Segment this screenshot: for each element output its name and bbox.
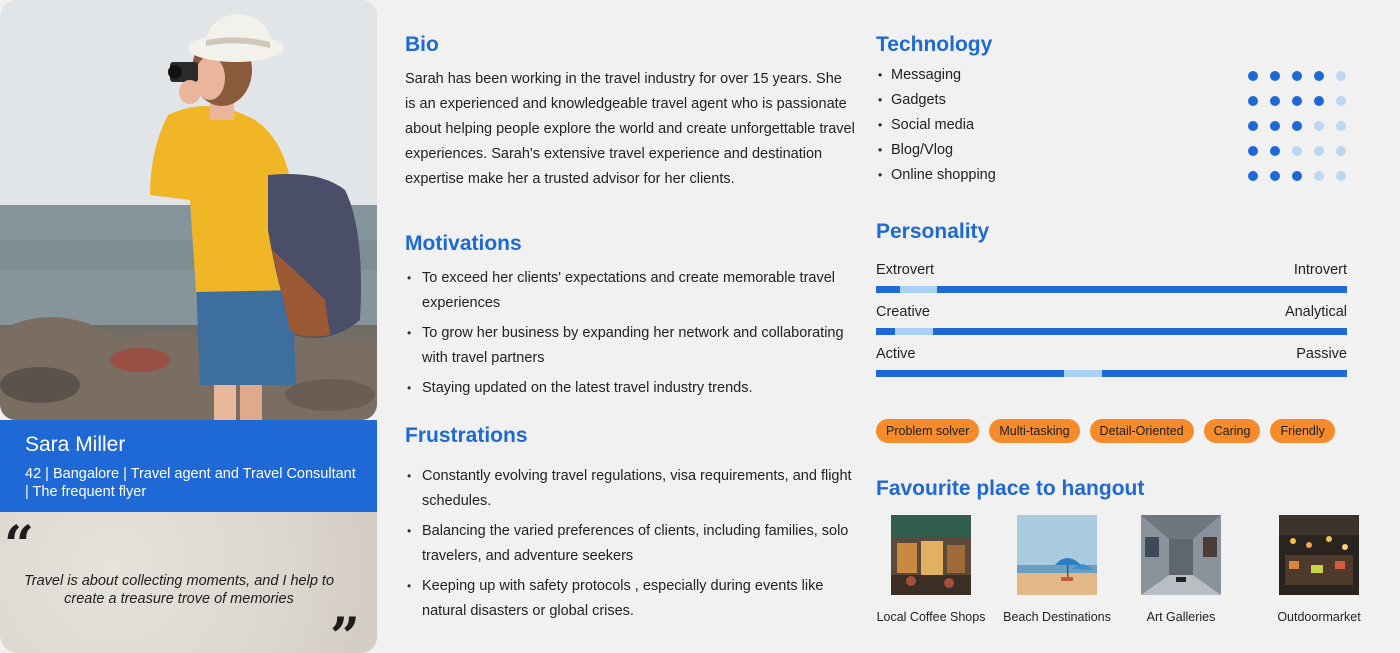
trait-left-label: Active	[876, 346, 916, 362]
place-label: Art Galleries	[1146, 610, 1216, 624]
technology-item	[876, 138, 1346, 163]
rating-dot-empty	[1336, 146, 1346, 156]
trait-track	[876, 328, 1347, 335]
place-label: Beach Destinations	[1003, 610, 1111, 624]
rating-dot-empty	[1292, 146, 1302, 156]
rating-dot-filled	[1270, 146, 1280, 156]
tag-badge: Friendly	[1270, 419, 1334, 443]
trait-right-label: Analytical	[1284, 304, 1347, 320]
hangout-places	[872, 515, 1372, 635]
technology-label: • Blog/Vlog	[891, 138, 953, 163]
trait-right-label: Introvert	[1293, 262, 1347, 278]
place-label: Local Coffee Shops	[876, 610, 986, 624]
rating-dot-filled	[1270, 171, 1280, 181]
list-item: • To exceed her clients' expectations and create memorable travel experiences	[405, 266, 855, 316]
place-card	[1264, 515, 1374, 624]
profile-meta: 42 | Bangalore | Travel agent and Travel Consultant | The frequent flyer	[25, 466, 356, 500]
list-item: • To grow her business by expanding her network and collaborating with travel partners	[405, 321, 855, 371]
technology-heading: Technology	[876, 33, 993, 56]
profile-photo	[0, 0, 377, 420]
list-item: • Balancing the varied preferences of clients, including families, solo travelers, and adventure seekers	[405, 519, 855, 569]
trait-tags	[876, 419, 1351, 443]
bio-text: Sarah has been working in the travel industry for over 15 years. She is an experienced and knowledgeable travel agent who is passionate about helping people explore the world and create unforgettable travel experiences. Sarah's extensive travel experience and destination expertise make her a trusted advisor for her clients.	[405, 71, 855, 187]
close-quote-icon: ”	[330, 607, 360, 653]
place-card	[1122, 515, 1240, 624]
technology-label: • Online shopping	[891, 163, 996, 188]
rating-dot-filled	[1270, 121, 1280, 131]
trait-left-label: Creative	[876, 304, 930, 320]
technology-item	[876, 88, 1346, 113]
technology-list	[876, 63, 1346, 188]
trait-marker	[895, 328, 933, 335]
place-card	[872, 515, 990, 624]
technology-label: • Social media	[891, 113, 974, 138]
beach-image	[1017, 515, 1097, 595]
bio-heading: Bio	[405, 33, 439, 56]
rating-dot-filled	[1248, 171, 1258, 181]
profile-column	[0, 0, 377, 653]
personality-slider	[876, 304, 1347, 335]
trait-right-label: Passive	[1296, 346, 1347, 362]
rating-dot-filled	[1248, 71, 1258, 81]
rating-dot-empty	[1336, 171, 1346, 181]
motivations-heading: Motivations	[405, 232, 522, 255]
technology-label: • Messaging	[891, 63, 961, 88]
trait-marker	[1064, 370, 1102, 377]
technology-item	[876, 63, 1346, 88]
rating-dot-empty	[1336, 71, 1346, 81]
rating-dot-empty	[1336, 121, 1346, 131]
rating-dots	[1248, 146, 1346, 156]
rating-dot-filled	[1314, 71, 1324, 81]
rating-dot-filled	[1292, 121, 1302, 131]
rating-dot-filled	[1270, 71, 1280, 81]
trait-track	[876, 286, 1347, 293]
personality-heading: Personality	[876, 220, 990, 243]
rating-dot-filled	[1270, 96, 1280, 106]
rating-dot-empty	[1314, 146, 1324, 156]
hangout-heading: Favourite place to hangout	[876, 477, 1145, 500]
quote-box	[0, 512, 377, 653]
tag-badge: Multi-tasking	[989, 419, 1079, 443]
frustrations-heading: Frustrations	[405, 424, 528, 447]
rating-dot-filled	[1248, 121, 1258, 131]
list-item: • Keeping up with safety protocols , especially during events like natural disasters or global crises.	[405, 574, 855, 624]
market-image	[1279, 515, 1359, 595]
rating-dot-empty	[1314, 121, 1324, 131]
rating-dots	[1248, 171, 1346, 181]
list-item: • Constantly evolving travel regulations, visa requirements, and flight schedules.	[405, 464, 855, 514]
motivations-list	[405, 266, 855, 406]
rating-dot-filled	[1248, 96, 1258, 106]
tag-badge: Detail-Oriented	[1090, 419, 1194, 443]
technology-item	[876, 163, 1346, 188]
rating-dots	[1248, 121, 1346, 131]
art-gallery-image	[1141, 515, 1221, 595]
list-item: • Staying updated on the latest travel industry trends.	[405, 376, 855, 401]
personality-slider	[876, 262, 1347, 293]
personality-slider	[876, 346, 1347, 377]
tag-badge: Caring	[1204, 419, 1261, 443]
technology-label: • Gadgets	[891, 88, 946, 113]
rating-dot-filled	[1292, 96, 1302, 106]
rating-dot-empty	[1314, 171, 1324, 181]
open-quote-icon: “	[4, 515, 34, 576]
technology-item	[876, 113, 1346, 138]
rating-dot-filled	[1292, 71, 1302, 81]
profile-name: Sara Miller	[25, 433, 126, 456]
place-card	[998, 515, 1116, 624]
rating-dot-filled	[1248, 146, 1258, 156]
rating-dot-filled	[1314, 96, 1324, 106]
trait-marker	[900, 286, 938, 293]
rating-dot-empty	[1336, 96, 1346, 106]
profile-header	[0, 420, 377, 512]
quote-text: Travel is about collecting moments, and I help to create a treasure trove of memories	[23, 573, 335, 607]
rating-dot-filled	[1292, 171, 1302, 181]
frustrations-list	[405, 464, 855, 629]
place-label: Outdoormarket	[1277, 610, 1361, 624]
rating-dots	[1248, 96, 1346, 106]
coffee-shop-image	[891, 515, 971, 595]
trait-track	[876, 370, 1347, 377]
tag-badge: Problem solver	[876, 419, 979, 443]
rating-dots	[1248, 71, 1346, 81]
trait-left-label: Extrovert	[876, 262, 935, 278]
